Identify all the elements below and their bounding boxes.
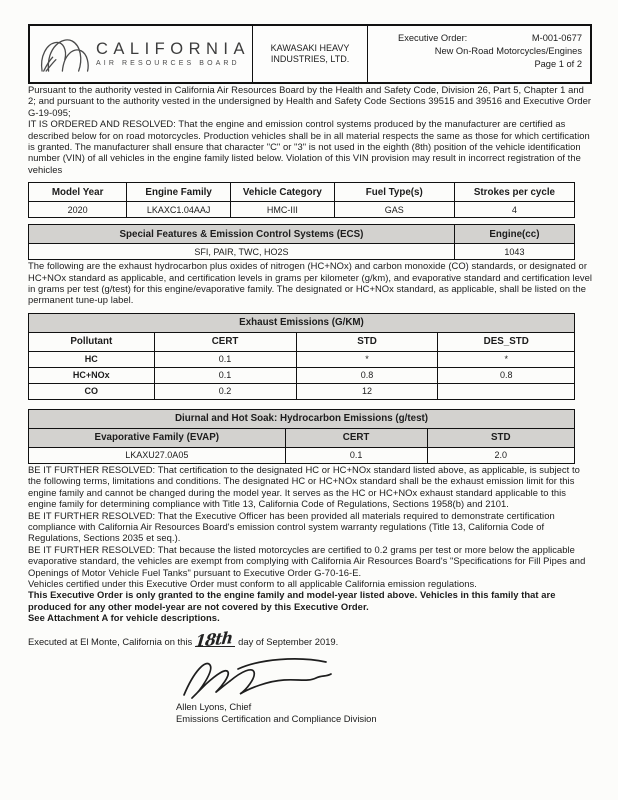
ecs-value-row (29, 244, 575, 260)
paragraph-attachment: See Attachment A for vehicle descriptions. (28, 612, 220, 624)
col-evap-std: STD (427, 428, 574, 447)
exhaust-row-hc (29, 351, 575, 367)
carb-logo-title: CALIFORNIA (96, 39, 251, 58)
pollutant-hc: HC (29, 351, 155, 367)
evap-header-row (29, 428, 575, 447)
evap-cert-value: 0.1 (285, 447, 427, 463)
engine-family-header-row (29, 183, 575, 202)
col-strokes: Strokes per cycle (454, 183, 574, 202)
col-evap-family: Evaporative Family (EVAP) (29, 428, 286, 447)
carb-logo-wordmark (96, 41, 250, 68)
col-cert: CERT (154, 332, 296, 351)
co-std: 12 (296, 383, 438, 399)
col-engine-family: Engine Family (127, 183, 231, 202)
exhaust-emissions-table (28, 313, 575, 400)
executive-order-type: New On-Road Motorcycles/Engines (434, 46, 582, 56)
paragraph-standards-intro: The following are the exhaust hydrocarbon plus oxides of nitrogen (HC+NOx) and carbon monoxide (CO) standards, or designated or HC+NOx standard as applicable, and certification levels in grams per kilometer (g/km), and evaporative standard and certification level in grams per test (g/test) for this engine/evaporative family. The designated or HC+NOx standard, as applicable, shall be listed on the permanent tune-up label. (28, 260, 593, 306)
manufacturer-name (253, 26, 368, 82)
manufacturer-line1: KAWASAKI HEAVY (270, 42, 350, 53)
hc-des-std: * (438, 351, 575, 367)
hcnox-des-std: 0.8 (438, 367, 575, 383)
manufacturer-line2: INDUSTRIES, LTD. (270, 54, 350, 64)
exhaust-header-row (29, 332, 575, 351)
handwritten-day: 18th (194, 627, 234, 651)
paragraph-only-granted: This Executive Order is only granted to the engine family and model-year listed above. Vehicles in this family that are produced for any other model-year are not covered by this Executive Order. (28, 589, 556, 612)
engine-family-value: LKAXC1.04AAJ (127, 202, 231, 218)
hc-std: * (296, 351, 438, 367)
execution-prefix: Executed at El Monte, California on this (28, 635, 193, 647)
ecs-features-value: SFI, PAIR, TWC, HO2S (29, 244, 455, 260)
ecs-table (28, 224, 575, 260)
paragraph-authority: Pursuant to the authority vested in California Air Resources Board by the Health and Safety Code, Division 26, Part 5, Chapter 1 and 2; and pursuant to the authority vested in the undersigned by Health and Safety Code Sections 39515 and 39516 and Executive Order G-19-095; (28, 84, 592, 118)
vehicle-category-value: HMC-III (231, 202, 335, 218)
paragraph-resolved-evap: BE IT FURTHER RESOLVED: That because the listed motorcycles are certified to 0.2 grams per test or more below the applicable evaporative standard, the vehicles are exempt from complying with California Air Resources Board's "Specifications for Fill Pipes and Openings of Motor Vehicle Fuel Tanks" pursuant to Executive Order G-70-16-E. (28, 543, 586, 578)
handwritten-day-slot (194, 627, 235, 651)
executive-order-number: M-001-0677 (531, 33, 582, 43)
paragraph-ordered-resolved: IT IS ORDERED AND RESOLVED: That the engine and emission control systems produced by the manufacturer are certified as described below for on road motorcycles. Production vehicles shall be in all material respects the same as those for which certification is granted. The manufacturer shall ensure that character "C" or "3" is not used in the eighth (8th) position of the vehicle identification number (VIN) of all vehicles in the engine family listed below. Violation of this VIN provision may result in incorrect registration of the vehicles (28, 118, 590, 175)
strokes-value: 4 (454, 202, 574, 218)
signature-block (176, 653, 592, 725)
exhaust-row-hcnox (29, 367, 575, 383)
co-des-std (438, 383, 575, 399)
evap-std-value: 2.0 (427, 447, 574, 463)
page-indicator: Page 1 of 2 (534, 59, 582, 69)
evap-value-row (29, 447, 575, 463)
engine-cc-header: Engine(cc) (454, 225, 574, 244)
evap-table-title: Diurnal and Hot Soak: Hydrocarbon Emissions (g/test) (29, 409, 575, 428)
engine-family-value-row (29, 202, 575, 218)
evap-emissions-table (28, 409, 575, 464)
document-header (28, 24, 592, 84)
col-pollutant: Pollutant (29, 332, 155, 351)
pollutant-co: CO (29, 383, 155, 399)
engine-family-table (28, 182, 575, 218)
exhaust-row-co (29, 383, 575, 399)
ecs-header-row (29, 225, 575, 244)
hcnox-cert: 0.1 (154, 367, 296, 383)
hc-cert: 0.1 (154, 351, 296, 367)
paragraph-resolved-standard: BE IT FURTHER RESOLVED: That certification to the designated HC or HC+NOx standard listed above, as applicable, is subject to the following terms, limitations and conditions. The designated HC or HC+NOx standard shall be the exhaust emission limit for this engine family and cannot be changed during the model year. It serves as the HC or HC+NOx exhaust standard applicable to this engine family for determining compliance with Title 13, California Code of Regulations, Sections 1958(b) and 2101. (28, 463, 580, 510)
engine-cc-value: 1043 (454, 244, 574, 260)
col-std: STD (296, 332, 438, 351)
hcnox-std: 0.8 (296, 367, 438, 383)
col-model-year: Model Year (29, 183, 127, 202)
execution-suffix: day of September 2019. (238, 635, 339, 647)
carb-logo (30, 26, 253, 82)
execution-line (28, 627, 592, 651)
paragraph-resolved-warranty: BE IT FURTHER RESOLVED: That the Executive Officer has been provided all materials required to demonstrate certification compliance with California Air Resources Board's emission control system warranty regulations (Title 13, California Code of Regulations, Sections 2035 et seq.). (28, 509, 555, 544)
evap-family-value: LKAXU27.0A05 (29, 447, 286, 463)
ecs-header: Special Features & Emission Control Systems (ECS) (29, 225, 455, 244)
evap-title-row (29, 409, 575, 428)
exhaust-table-title: Exhaust Emissions (G/KM) (29, 313, 575, 332)
carb-logo-subtitle: AIR RESOURCES BOARD (96, 60, 240, 68)
co-cert: 0.2 (154, 383, 296, 399)
signature-icon (176, 653, 592, 701)
exhaust-title-row (29, 313, 575, 332)
col-fuel-types: Fuel Type(s) (334, 183, 454, 202)
model-year-value: 2020 (29, 202, 127, 218)
col-evap-cert: CERT (285, 428, 427, 447)
signatory-name: Allen Lyons, Chief (176, 700, 252, 712)
pollutant-hcnox: HC+NOx (29, 367, 155, 383)
signatory-division: Emissions Certification and Compliance Division (176, 712, 377, 724)
carb-poppy-logo-icon (38, 33, 90, 75)
col-des-std: DES_STD (438, 332, 575, 351)
executive-order-info (368, 26, 590, 82)
col-vehicle-category: Vehicle Category (231, 183, 335, 202)
executive-order-label: Executive Order: (398, 33, 468, 43)
fuel-type-value: GAS (334, 202, 454, 218)
paragraph-conform: Vehicles certified under this Executive Order must conform to all applicable California emission regulations. (28, 577, 477, 589)
